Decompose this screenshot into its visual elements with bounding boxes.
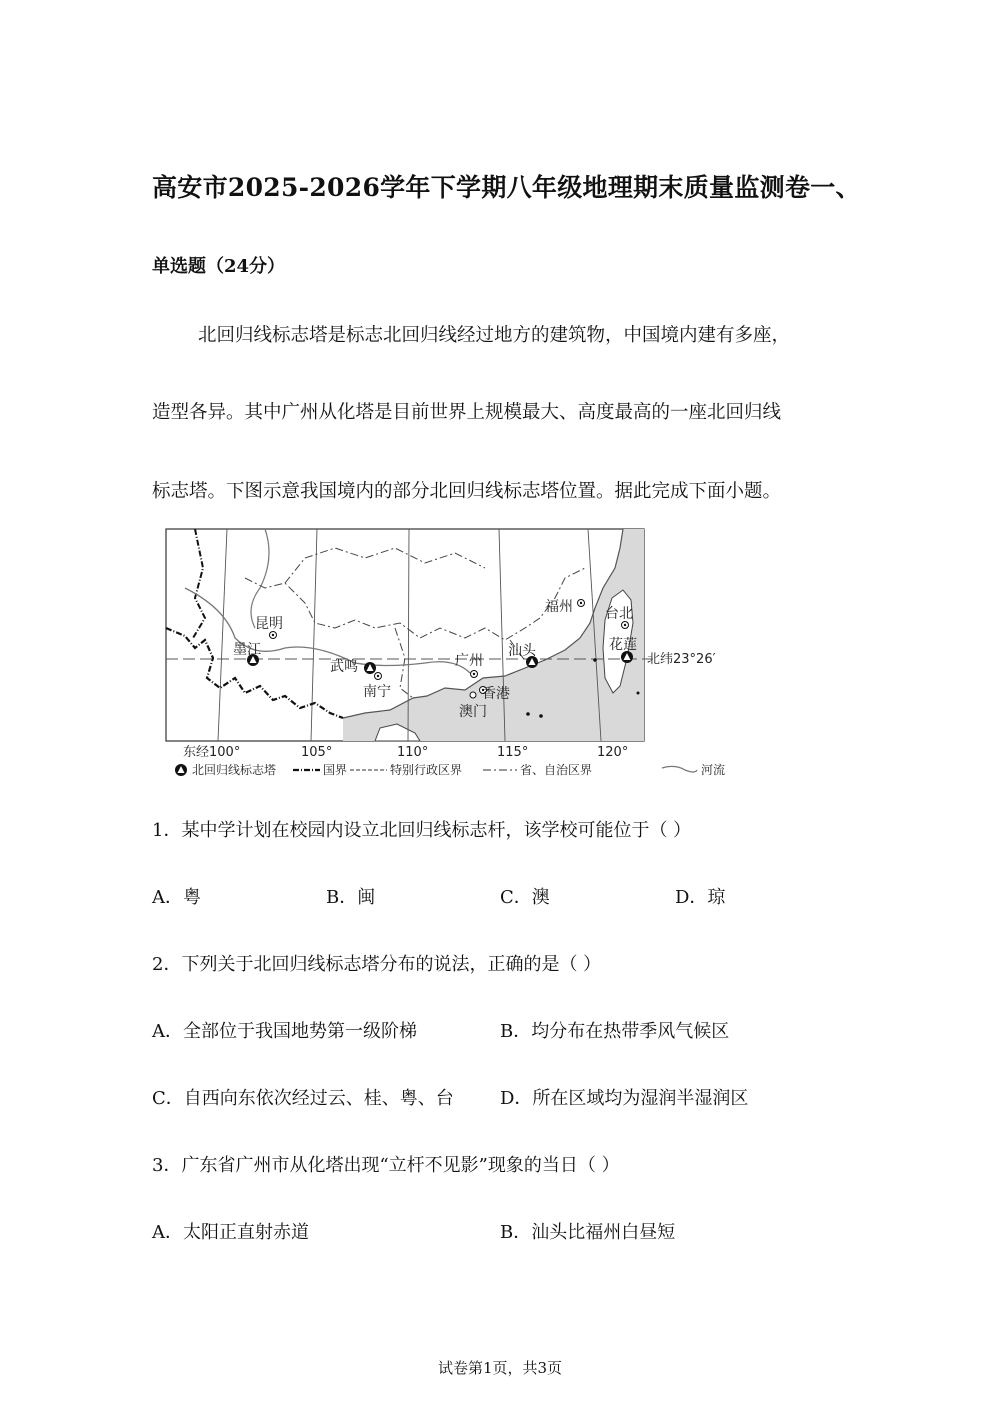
legend-tower-icon xyxy=(175,764,187,776)
longitude-label-120: 120° xyxy=(597,745,629,760)
island-dot-4 xyxy=(637,692,640,695)
section-heading: 单选题（24分） xyxy=(152,256,286,277)
question-3-option-b[interactable]: B．汕头比福州白昼短 xyxy=(500,1222,676,1243)
label-guangzhou: 广州 xyxy=(455,653,483,669)
city-dot-guangzhou xyxy=(471,671,478,678)
label-latitude: 北纬23°26′ xyxy=(647,652,716,667)
island-dot-3 xyxy=(539,714,543,718)
label-fuzhou: 福州 xyxy=(545,599,573,615)
question-1-option-d[interactable]: D．琼 xyxy=(675,887,726,908)
legend-province-label: 省、自治区界 xyxy=(520,763,593,777)
legend-river-label: 河流 xyxy=(701,763,726,777)
intro-line-2: 造型各异。其中广州从化塔是目前世界上规模最大、高度最高的一座北回归线 xyxy=(152,402,782,423)
legend-border-label: 国界 xyxy=(323,763,348,777)
tower-icon-wuming xyxy=(364,662,376,674)
question-2-option-d[interactable]: D．所在区域均为湿润半湿润区 xyxy=(500,1088,749,1109)
label-shantou: 汕头 xyxy=(508,643,536,659)
question-2-option-b[interactable]: B．均分布在热带季风气候区 xyxy=(500,1021,730,1042)
page-footer: 试卷第1页，共3页 xyxy=(437,1359,563,1377)
label-taibei: 台北 xyxy=(605,606,633,622)
city-dot-kunming xyxy=(270,632,277,639)
question-1-stem: 1．某中学计划在校园内设立北回归线标志杆，该学校可能位于（ ） xyxy=(152,820,692,841)
question-3-option-a[interactable]: A．太阳正直射赤道 xyxy=(152,1222,309,1243)
intro-line-1: 北回归线标志塔是标志北回归线经过地方的建筑物，中国境内建有多座， xyxy=(198,325,791,346)
longitude-label-110: 110° xyxy=(397,745,429,760)
label-nanning: 南宁 xyxy=(363,684,391,700)
label-mojiang: 墨江 xyxy=(233,642,261,658)
legend-tower-label: 北回归线标志塔 xyxy=(192,763,277,777)
legend-sar-label: 特别行政区界 xyxy=(390,763,463,777)
tropic-tower-map xyxy=(165,528,735,783)
label-xianggang: 香港 xyxy=(482,686,510,702)
legend-river-line xyxy=(662,766,697,772)
question-1-option-b[interactable]: B．闽 xyxy=(326,887,376,908)
label-wuming: 武鸣 xyxy=(330,659,358,675)
page-title: 高安市2025-2026学年下学期八年级地理期末质量监测卷一、 xyxy=(152,173,861,202)
island-dot-2 xyxy=(526,712,530,716)
question-3-stem: 3．广东省广州市从化塔出现“立杆不见影”现象的当日（ ） xyxy=(152,1155,620,1176)
longitude-label-100: 东经100° xyxy=(183,745,241,760)
question-2-option-c[interactable]: C．自西向东依次经过云、桂、粤、台 xyxy=(152,1088,454,1109)
label-aomen: 澳门 xyxy=(459,704,487,720)
city-dot-taibei xyxy=(622,622,629,629)
question-2-stem: 2．下列关于北回归线标志塔分布的说法，正确的是（ ） xyxy=(152,954,602,975)
question-1-option-c[interactable]: C．澳 xyxy=(500,887,550,908)
label-kunming: 昆明 xyxy=(255,616,283,632)
city-dot-fuzhou xyxy=(578,600,585,607)
island-dot-1 xyxy=(593,658,597,662)
question-2-option-a[interactable]: A．全部位于我国地势第一级阶梯 xyxy=(152,1021,417,1042)
longitude-label-115: 115° xyxy=(497,745,529,760)
city-dot-aomen xyxy=(470,692,476,698)
city-dot-nanning xyxy=(375,673,382,680)
label-hualian: 花莲 xyxy=(609,637,637,653)
intro-line-3: 标志塔。下图示意我国境内的部分北回归线标志塔位置。据此完成下面小题。 xyxy=(152,481,782,502)
longitude-label-105: 105° xyxy=(301,745,333,760)
question-1-option-a[interactable]: A．粤 xyxy=(152,887,201,908)
